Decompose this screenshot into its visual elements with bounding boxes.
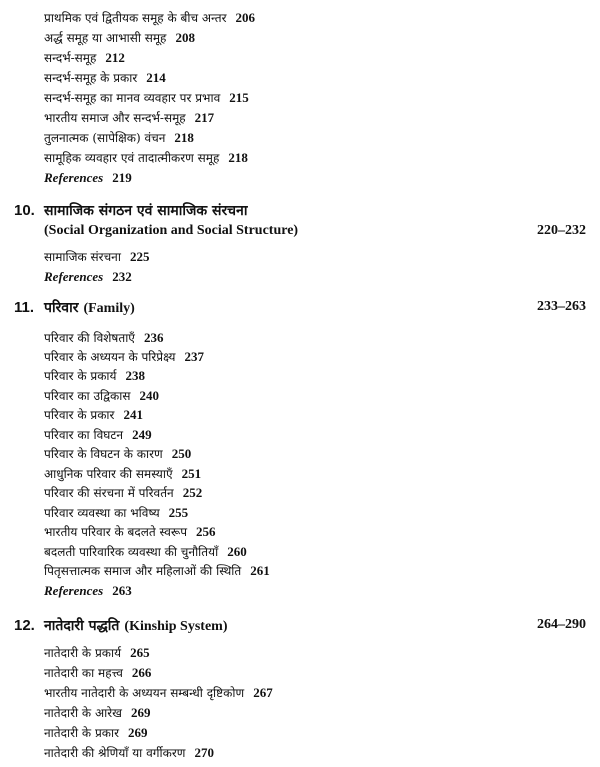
entry-page: 232 (112, 269, 132, 284)
toc-entry (44, 703, 150, 722)
entry-title: भारतीय समाज और सन्दर्भ-समूह (44, 111, 186, 125)
entry-title: References (44, 170, 104, 185)
entry-page: 250 (171, 446, 192, 461)
toc-entry-references (44, 267, 132, 286)
entry-title: पितृसत्तात्मक समाज और महिलाओं की स्थिति (44, 564, 242, 578)
entry-page: 218 (174, 130, 194, 145)
toc-entry (44, 444, 191, 463)
entry-page: 265 (130, 645, 150, 660)
chapter-title-hindi: सामाजिक संगठन एवं सामाजिक संरचना (44, 203, 248, 219)
entry-title: सन्दर्भ-समूह का मानव व्यवहार पर प्रभाव (44, 91, 221, 105)
entry-page: 236 (143, 330, 164, 345)
toc-entry (44, 643, 150, 662)
entry-title: नातेदारी के आरेख (44, 706, 122, 720)
entry-page: 208 (175, 30, 195, 45)
toc-entry (44, 683, 273, 702)
toc-entry (44, 483, 202, 502)
chapter-page-range: 220–232 (537, 223, 586, 238)
toc-entry (44, 128, 194, 147)
chapter-heading (14, 296, 586, 318)
entry-title: तुलनात्मक (सापेक्षिक) वंचन (44, 131, 166, 145)
entry-title: परिवार की विशेषताएँ (44, 331, 135, 345)
chapter-number: 10. (14, 202, 35, 219)
chapter-heading (14, 614, 586, 636)
entry-title: परिवार के प्रकार (44, 408, 115, 422)
toc-entry (44, 405, 143, 424)
toc-entry (44, 386, 159, 405)
entry-title: सामाजिक संरचना (44, 250, 121, 264)
entry-title: References (44, 269, 104, 284)
toc-entry (44, 561, 270, 580)
chapter-page-range: 233–263 (537, 299, 586, 314)
entry-page: 269 (128, 725, 148, 740)
toc-entry (44, 347, 204, 366)
chapter-title-english: (Social Organization and Social Structure) (44, 223, 299, 238)
entry-title: भारतीय नातेदारी के अध्ययन सम्बन्धी दृष्टिकोण (44, 686, 245, 700)
toc-entry (44, 88, 249, 107)
toc-entry (44, 28, 195, 47)
entry-title: नातेदारी के प्रकार्य (44, 646, 122, 660)
entry-title: परिवार के प्रकार्य (44, 369, 117, 383)
toc-entry (44, 464, 201, 483)
entry-title: References (44, 583, 104, 598)
toc-entry (44, 108, 214, 127)
toc-entry-references (44, 168, 132, 187)
entry-page: 218 (228, 150, 248, 165)
entry-page: 260 (227, 544, 247, 559)
toc-entry (44, 542, 247, 561)
chapter-title-english: (Family) (83, 301, 135, 316)
entry-title: सन्दर्भ-समूह (44, 51, 97, 65)
entry-page: 267 (253, 685, 273, 700)
entry-page: 255 (168, 505, 189, 520)
chapter-page-range: 264–290 (537, 617, 586, 632)
toc-entry (44, 247, 149, 266)
entry-page: 251 (181, 466, 202, 481)
entry-title: बदलती पारिवारिक व्यवस्था की चुनौतियाँ (44, 545, 219, 559)
toc-entry (44, 48, 125, 67)
entry-page: 261 (250, 563, 270, 578)
entry-page: 252 (182, 485, 203, 500)
toc-entry (44, 425, 152, 444)
entry-page: 269 (130, 705, 151, 720)
entry-title: परिवार के अध्ययन के परिप्रेक्ष्य (44, 350, 176, 364)
toc-entry (44, 328, 163, 347)
entry-title: प्राथमिक एवं द्वितीयक समूह के बीच अन्तर (44, 11, 227, 25)
entry-title: परिवार का विघटन (44, 428, 124, 442)
entry-page: 270 (194, 745, 214, 760)
entry-page: 206 (235, 10, 255, 25)
entry-title: परिवार के विघटन के कारण (44, 447, 163, 461)
entry-title: भारतीय परिवार के बदलते स्वरूप (44, 525, 188, 539)
entry-title: सामूहिक व्यवहार एवं तादात्मीकरण समूह (44, 151, 220, 165)
toc-entry (44, 522, 216, 541)
entry-page: 263 (112, 583, 132, 598)
entry-page: 266 (131, 665, 152, 680)
entry-page: 214 (146, 70, 166, 85)
entry-title: परिवार का उद्विकास (44, 389, 131, 403)
toc-entry (44, 743, 214, 762)
entry-page: 237 (184, 349, 204, 364)
entry-title: आधुनिक परिवार की समस्याएँ (44, 467, 173, 481)
entry-page: 241 (123, 407, 143, 422)
chapter-number: 12. (14, 617, 35, 634)
entry-page: 238 (125, 368, 145, 383)
entry-title: नातेदारी का महत्त्व (44, 666, 123, 680)
entry-page: 225 (129, 249, 150, 264)
toc-entry (44, 8, 255, 27)
toc-entry (44, 68, 166, 87)
entry-page: 249 (132, 427, 152, 442)
entry-title: परिवार व्यवस्था का भविष्य (44, 506, 160, 520)
toc-entry (44, 148, 248, 167)
chapter-title-english: (Kinship System) (124, 619, 228, 634)
chapter-title-hindi: परिवार (44, 300, 79, 316)
entry-title: सन्दर्भ-समूह के प्रकार (44, 71, 138, 85)
entry-page: 219 (112, 170, 132, 185)
entry-title: परिवार की संरचना में परिवर्तन (44, 486, 174, 500)
toc-entry (44, 723, 148, 742)
chapter-heading (14, 199, 586, 241)
entry-title: नातेदारी के प्रकार (44, 726, 120, 740)
entry-title: नातेदारी की श्रेणियाँ या वर्गीकरण (44, 746, 186, 760)
entry-page: 212 (105, 50, 125, 65)
entry-title: अर्द्ध समूह या आभासी समूह (44, 31, 167, 45)
chapter-title-hindi: नातेदारी पद्धति (44, 618, 120, 634)
toc-entry-references (44, 581, 132, 600)
entry-page: 217 (194, 110, 215, 125)
toc-entry (44, 503, 188, 522)
toc-entry (44, 366, 145, 385)
entry-page: 215 (229, 90, 249, 105)
entry-page: 240 (139, 388, 159, 403)
chapter-number: 11. (14, 299, 35, 316)
toc-entry (44, 663, 151, 682)
entry-page: 256 (196, 524, 216, 539)
